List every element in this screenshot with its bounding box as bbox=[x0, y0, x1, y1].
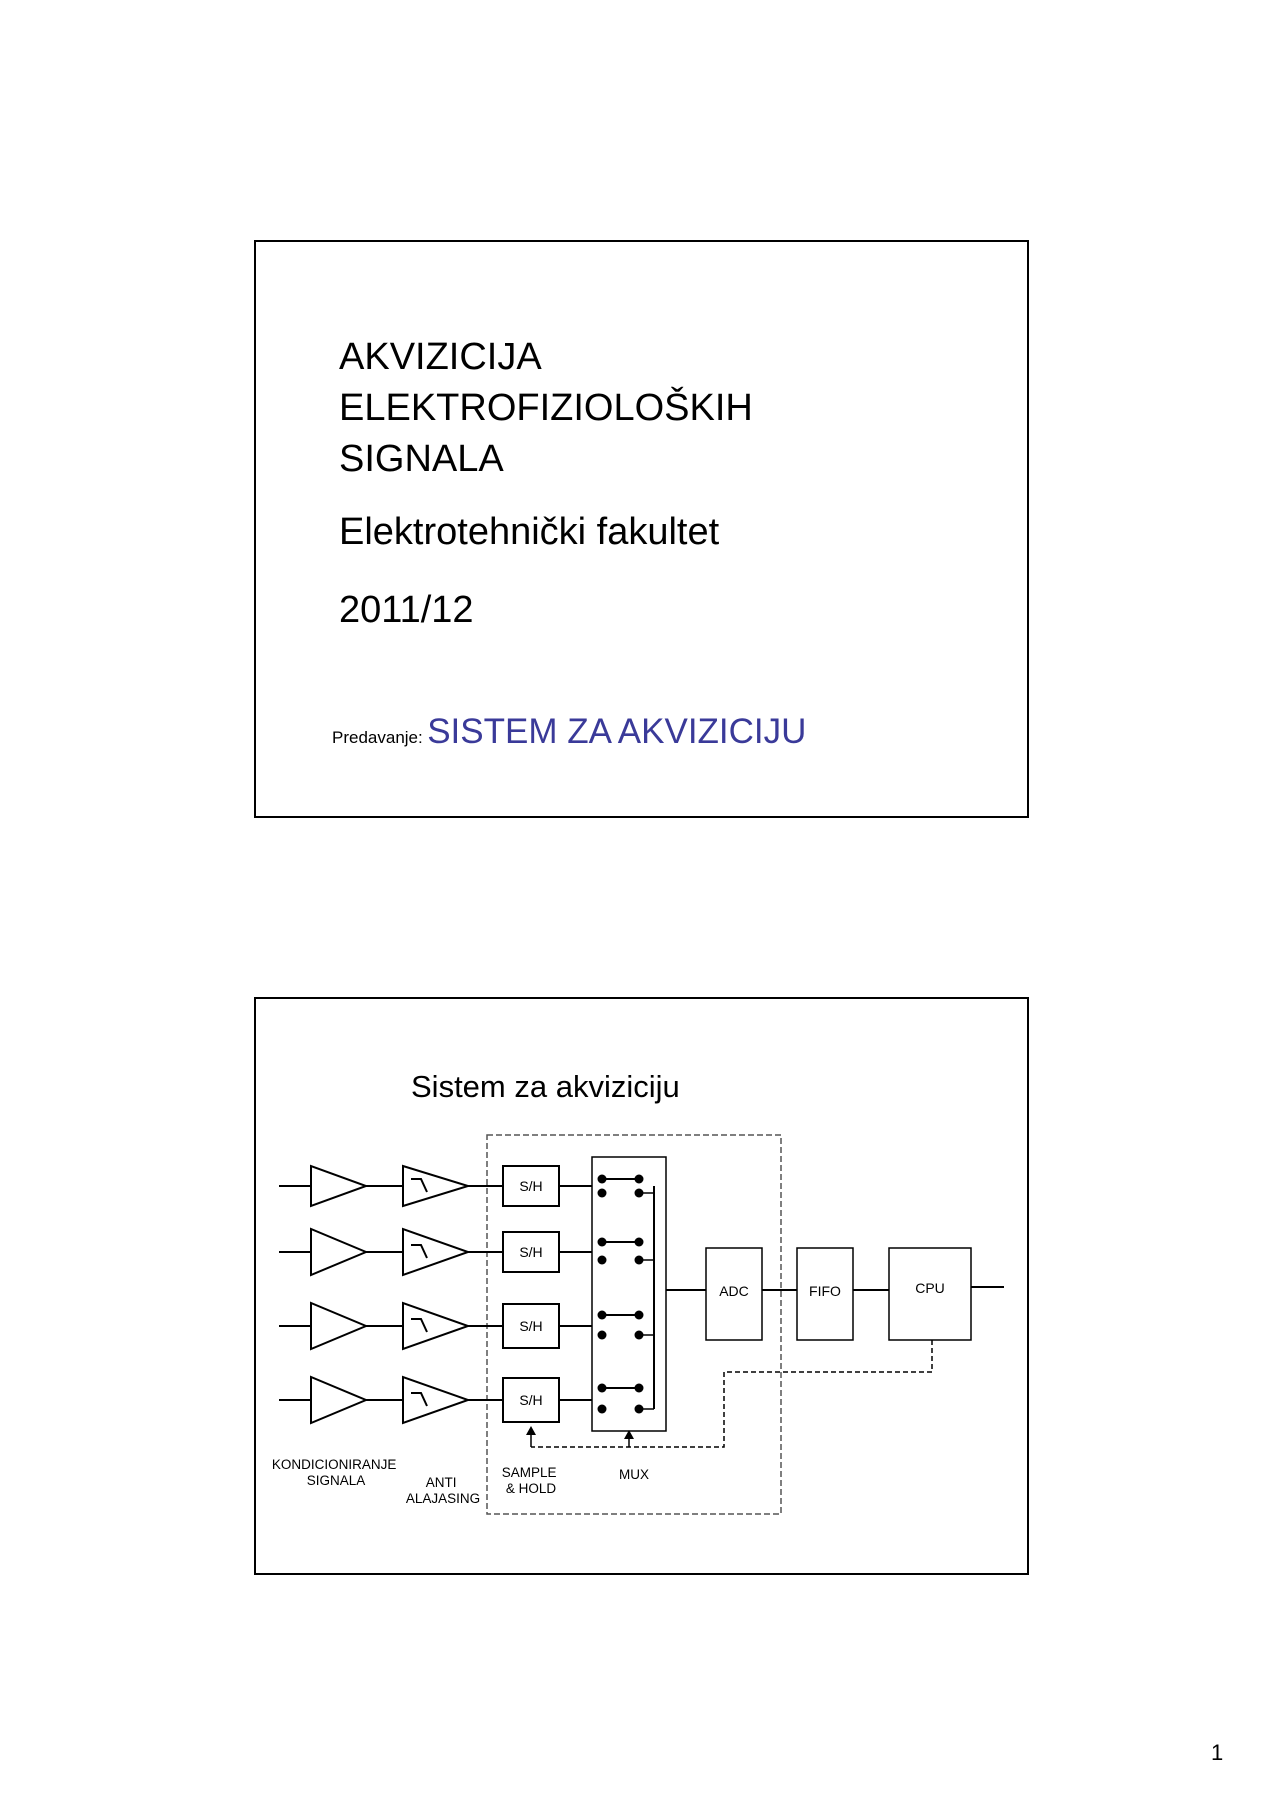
channel-row-2 bbox=[279, 1229, 601, 1275]
caption-sample-hold bbox=[502, 1465, 561, 1496]
channel-row-1 bbox=[279, 1166, 601, 1206]
sample-hold-label: S/H bbox=[519, 1178, 543, 1194]
caption-conditioning bbox=[272, 1457, 400, 1488]
caption-conditioning-line-2: SIGNALA bbox=[306, 1473, 366, 1488]
anti-alias-filter-symbol bbox=[403, 1229, 468, 1275]
amplifier-symbol bbox=[311, 1303, 366, 1349]
sample-hold-label: S/H bbox=[519, 1318, 543, 1334]
caption-antialias-line-1: ANTI bbox=[425, 1475, 457, 1490]
mux-block bbox=[592, 1157, 666, 1431]
anti-alias-filter-symbol bbox=[403, 1303, 468, 1349]
page-number: 1 bbox=[1211, 1740, 1224, 1765]
caption-sample-hold-line-1: SAMPLE bbox=[501, 1465, 557, 1480]
sample-hold-label: S/H bbox=[519, 1392, 543, 1408]
amplifier-symbol bbox=[311, 1377, 366, 1423]
anti-alias-filter-symbol bbox=[403, 1377, 468, 1423]
caption-conditioning-line-1: KONDICIONIRANJE bbox=[271, 1457, 397, 1472]
caption-sample-hold-line-2: & HOLD bbox=[505, 1481, 557, 1496]
faculty-name: Elektrotehnički fakultet bbox=[339, 511, 720, 553]
cpu-label: CPU bbox=[915, 1280, 945, 1296]
lecture-line bbox=[332, 712, 806, 752]
control-line bbox=[531, 1340, 932, 1447]
slide-title bbox=[339, 332, 753, 485]
amplifier-symbol bbox=[311, 1229, 366, 1275]
arrow-up-icon bbox=[526, 1426, 536, 1435]
caption-antialias-line-2: ALAJASING bbox=[405, 1491, 481, 1506]
channel-row-3 bbox=[279, 1303, 601, 1349]
channel-row-4 bbox=[279, 1377, 601, 1423]
acquisition-system-diagram bbox=[256, 999, 1027, 1573]
title-slide bbox=[254, 240, 1029, 818]
title-line-1: AKVIZICIJA bbox=[339, 336, 542, 378]
adc-label: ADC bbox=[719, 1283, 749, 1299]
lecture-label: Predavanje: bbox=[332, 728, 423, 747]
slide2-title: Sistem za akviziciju bbox=[411, 1069, 680, 1104]
anti-alias-filter-symbol bbox=[403, 1166, 468, 1206]
sample-hold-label: S/H bbox=[519, 1244, 543, 1260]
lecture-name: SISTEM ZA AKVIZICIJU bbox=[427, 712, 807, 751]
amplifier-symbol bbox=[311, 1166, 366, 1206]
diagram-slide bbox=[254, 997, 1029, 1575]
fifo-label: FIFO bbox=[809, 1283, 841, 1299]
academic-year: 2011/12 bbox=[339, 589, 474, 631]
caption-mux: MUX bbox=[619, 1467, 649, 1482]
title-line-2: ELEKTROFIZIOLOŠKIH bbox=[339, 387, 753, 429]
caption-antialias bbox=[406, 1475, 480, 1506]
title-line-3: SIGNALA bbox=[339, 438, 504, 480]
